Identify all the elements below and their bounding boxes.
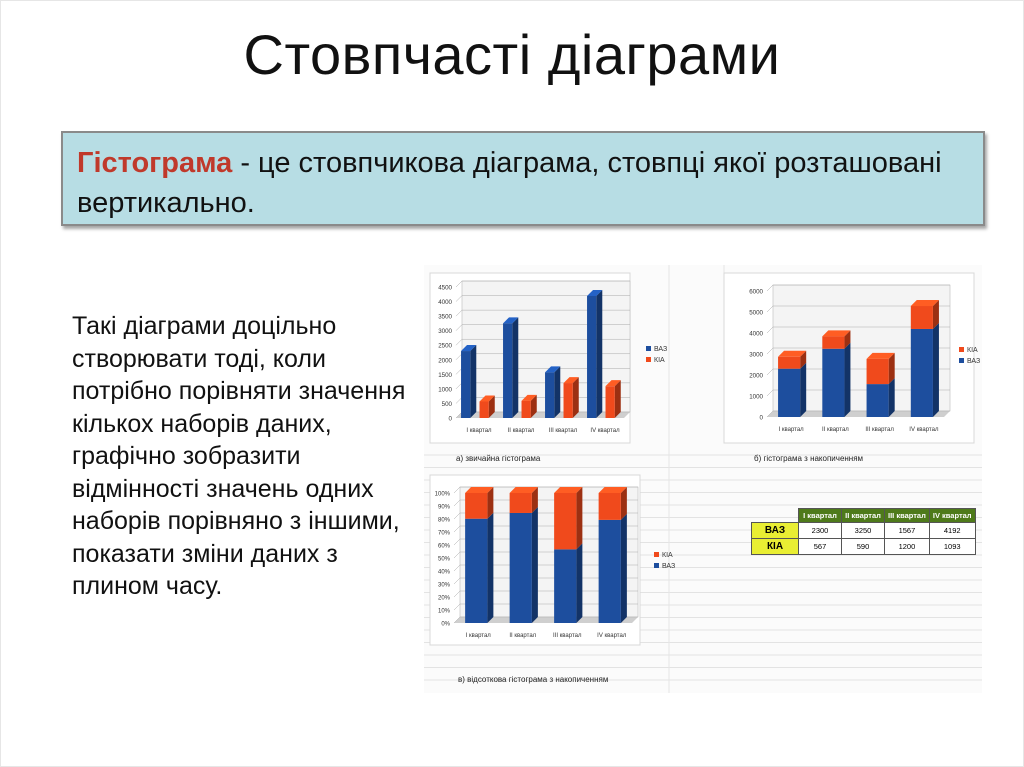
y-tick-label: 0% xyxy=(441,621,450,628)
bar-side xyxy=(596,290,602,418)
x-tick-label: IV квартал xyxy=(909,427,939,433)
table-cell: 1200 xyxy=(885,539,930,555)
table-cell: 1567 xyxy=(885,523,930,539)
y-tick-label: 6000 xyxy=(749,288,763,296)
bar xyxy=(867,384,889,417)
legend-label: ВАЗ xyxy=(662,563,676,570)
legend-label: КІА xyxy=(654,357,665,364)
y-tick-label: 4000 xyxy=(749,330,763,338)
bar xyxy=(778,357,800,369)
x-tick-label: ІІ квартал xyxy=(507,428,535,434)
bar xyxy=(480,401,489,418)
bar-side xyxy=(532,507,538,623)
bar xyxy=(465,493,487,519)
table-row-label: ВАЗ xyxy=(752,523,799,539)
bar xyxy=(606,386,615,418)
table-row xyxy=(752,523,976,539)
bar xyxy=(911,306,933,329)
bar xyxy=(867,359,889,384)
bar xyxy=(461,351,470,418)
table-header: І квартал xyxy=(799,509,842,523)
table-cell: 2300 xyxy=(799,523,842,539)
x-tick-label: ІІІ квартал xyxy=(548,428,578,434)
bar-side xyxy=(576,543,582,623)
bar-side xyxy=(487,513,493,623)
y-tick-label: 90% xyxy=(437,504,450,511)
body-paragraph: Такі діаграми доцільно створювати тоді, коли потрібно порівняти значення кількох наборів даних, графічно зобразити відмінності значень одних наборів порівняно з іншими, показати зміни даних з плином часу. xyxy=(72,312,406,600)
y-tick-label: 4500 xyxy=(438,284,452,292)
definition-term: Гістограма xyxy=(77,147,233,179)
bar xyxy=(554,493,576,549)
bar xyxy=(564,383,573,418)
y-tick-label: 40% xyxy=(437,569,450,576)
legend-swatch xyxy=(654,552,659,557)
y-tick-label: 5000 xyxy=(749,309,763,317)
bar xyxy=(510,493,532,513)
table-header-row xyxy=(752,509,976,523)
bar xyxy=(522,401,531,418)
caption-c: в) відсоткова гістограма з накопиченням xyxy=(458,675,609,684)
bar xyxy=(554,549,576,623)
bar-side xyxy=(889,378,895,417)
y-tick-label: 0 xyxy=(759,414,763,422)
x-tick-label: ІІ квартал xyxy=(509,633,537,639)
slide-title: Стовпчасті діаграми xyxy=(243,23,781,86)
y-tick-label: 30% xyxy=(437,582,450,589)
bar-side xyxy=(800,363,806,417)
y-tick-label: 1000 xyxy=(749,393,763,401)
x-tick-label: IV квартал xyxy=(590,428,620,434)
y-tick-label: 80% xyxy=(437,517,450,524)
table-row xyxy=(752,539,976,555)
bar xyxy=(822,349,844,417)
table-cell: 1093 xyxy=(929,539,975,555)
bar-side xyxy=(470,345,476,418)
table-corner xyxy=(752,509,799,523)
bar-side xyxy=(576,487,582,549)
y-tick-label: 20% xyxy=(437,595,450,602)
y-tick-label: 10% xyxy=(437,608,450,615)
bar-side xyxy=(512,317,518,418)
bar xyxy=(599,520,621,623)
y-tick-label: 3000 xyxy=(749,351,763,359)
x-tick-label: IV квартал xyxy=(597,633,627,639)
charts-figure xyxy=(424,265,982,693)
bar xyxy=(587,296,596,418)
x-tick-label: ІІІ квартал xyxy=(553,633,582,639)
legend-label: ВАЗ xyxy=(967,358,981,365)
y-tick-label: 2500 xyxy=(438,342,452,350)
legend-label: КІА xyxy=(967,347,978,354)
y-tick-label: 1500 xyxy=(438,371,452,379)
definition-box xyxy=(61,131,985,226)
x-tick-label: І квартал xyxy=(466,428,492,434)
legend-label: ВАЗ xyxy=(654,346,668,353)
bar xyxy=(503,323,512,418)
bar-side xyxy=(573,377,579,418)
x-tick-label: І квартал xyxy=(778,427,804,433)
bar xyxy=(822,336,844,348)
data-table xyxy=(751,508,976,555)
bar xyxy=(465,519,487,623)
table-cell: 4192 xyxy=(929,523,975,539)
legend-swatch xyxy=(654,563,659,568)
legend-label: КІА xyxy=(662,552,673,559)
y-tick-label: 1000 xyxy=(438,386,452,394)
table-header: IV квартал xyxy=(929,509,975,523)
x-tick-label: ІІІ квартал xyxy=(865,427,894,433)
y-tick-label: 60% xyxy=(437,543,450,550)
x-tick-label: ІІ квартал xyxy=(821,427,849,433)
bar xyxy=(599,493,621,520)
y-tick-label: 2000 xyxy=(438,357,452,365)
y-tick-label: 100% xyxy=(434,491,450,498)
bar xyxy=(778,369,800,417)
table-header: ІІ квартал xyxy=(842,509,885,523)
y-tick-label: 2000 xyxy=(749,372,763,380)
y-tick-label: 50% xyxy=(437,556,450,563)
x-tick-label: І квартал xyxy=(465,633,491,639)
y-tick-label: 3000 xyxy=(438,328,452,336)
definition-text: - це стовпчикова діаграма, стовпці якої розташовані вертикально. xyxy=(77,147,942,219)
legend-swatch xyxy=(959,358,964,363)
caption-a: а) звичайна гістограма xyxy=(456,454,541,463)
caption-b: б) гістограма з накопиченням xyxy=(754,454,864,463)
bar-side xyxy=(615,380,621,418)
legend-swatch xyxy=(646,357,651,362)
bar-side xyxy=(554,366,560,418)
table-header: ІІІ квартал xyxy=(885,509,930,523)
legend-swatch xyxy=(959,347,964,352)
y-tick-label: 0 xyxy=(448,415,452,423)
table-cell: 567 xyxy=(799,539,842,555)
table-row-label: КІА xyxy=(752,539,799,555)
y-tick-label: 500 xyxy=(441,400,452,408)
y-tick-label: 3500 xyxy=(438,313,452,321)
bar-side xyxy=(844,343,850,417)
y-tick-label: 4000 xyxy=(438,299,452,307)
table-cell: 590 xyxy=(842,539,885,555)
charts-canvas xyxy=(424,265,982,693)
bar xyxy=(510,513,532,623)
legend-swatch xyxy=(646,346,651,351)
bar-side xyxy=(621,514,627,623)
y-tick-label: 70% xyxy=(437,530,450,537)
bar xyxy=(545,372,554,418)
bar-side xyxy=(933,323,939,417)
table-cell: 3250 xyxy=(842,523,885,539)
bar xyxy=(911,329,933,417)
